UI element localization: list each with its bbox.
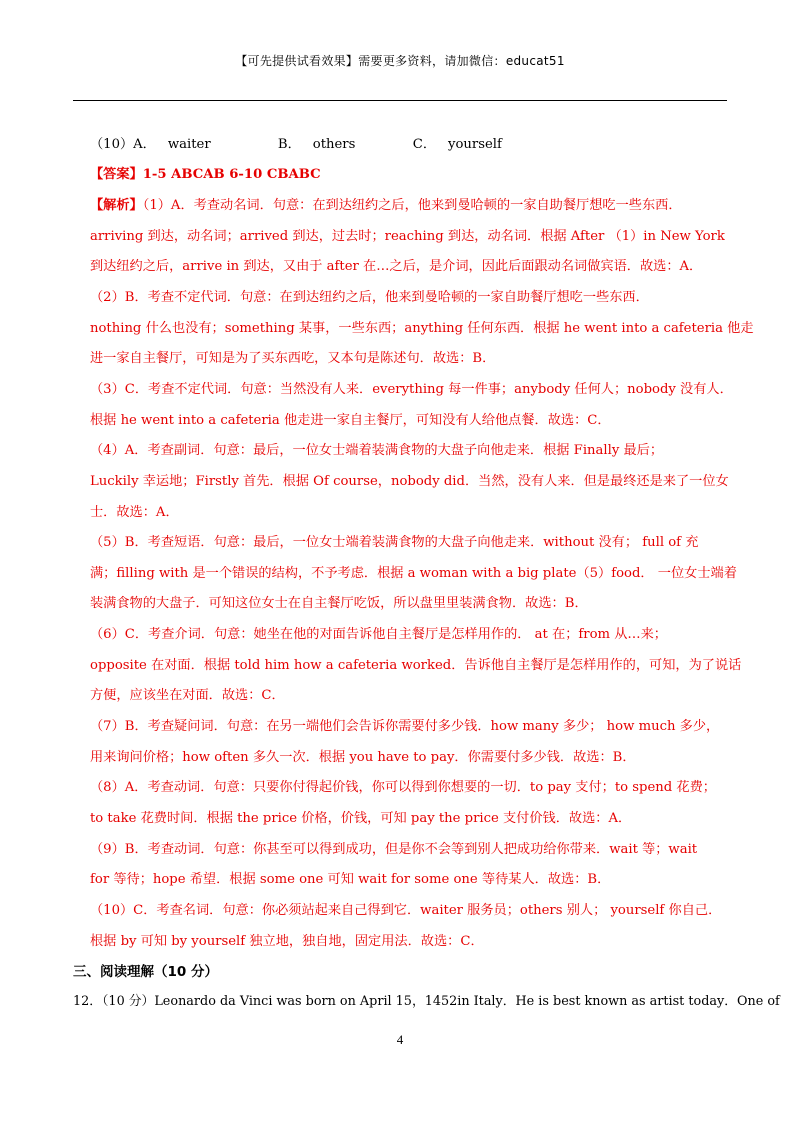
analysis-text: nothing 什么也没有；something 某事，一些东西；anything 任何东西．根据 he went into a cafeteria 他走 [90,320,754,336]
option-c: yourself [448,137,502,152]
analysis-line [90,225,725,244]
analysis-text: opposite 在对面．根据 told him how a cafeteria worked．告诉他自主餐厅是怎样用作的，可知，为了说话 [90,657,742,673]
analysis-text: 用来询问价格；how often 多久一次．根据 you have to pay．你需要付多少钱．故选：B． [90,749,636,765]
analysis-line [90,255,702,274]
analysis-line [90,531,698,550]
analysis-line [90,930,484,949]
analysis-line [90,715,719,734]
analysis-text: Luckily 幸运地；Firstly 首先．根据 Of course，nobody did．当然，没有人来．但是最终还是来了一位女 [90,473,729,489]
analysis-line [90,746,636,765]
analysis-text: 进一家自主餐厅，可知是为了买东西吃，又本句是陈述句．故选：B． [90,351,496,367]
analysis-text: （6）C．考查介词．句意：她坐在他的对面告诉他自主餐厅是怎样用作的． at 在；from 从…来； [90,627,667,643]
page-header: 【可先提供试看效果】需要更多资料，请加微信：educat51 [235,54,565,68]
analysis-line [90,194,682,213]
analysis-line [90,378,733,397]
analysis-line [90,623,667,642]
question-10-options [90,133,502,152]
analysis-text: （9）B．考查动词．句意：你甚至可以得到成功，但是你不会等到别人把成功给你带来．wait 等；wait [90,841,698,857]
analysis-text: （3）C．考查不定代词．句意：当然没有人来．everything 每一件事；anybody 任何人；nobody 没有人． [90,381,733,397]
analysis-text: （2）B．考查不定代词．句意：在到达纽约之后，他来到曼哈顿的一家自助餐厅想吃一些东西． [90,289,649,305]
analysis-line [90,592,588,611]
question-12-text: 12．（10 分）Leonardo da Vinci was born on April 15，1452in Italy．He is best known as artist today．One of [73,994,780,1009]
analysis-line [90,409,611,428]
section-heading: 三、阅读理解（10 分） [73,964,218,980]
analysis-line [90,470,729,489]
analysis-label: 【解析】 [90,198,143,213]
analysis-text: （1）A．考查动名词．句意：在到达纽约之后，他来到曼哈顿的一家自助餐厅想吃一些东西． [142,198,682,213]
analysis-text: （5）B．考查短语．句意：最后，一位女士端着装满食物的大盘子向他走来．without 没有； full of 充 [90,535,699,551]
analysis-text: for 等待；hope 希望．根据 some one 可知 wait for some one 等待某人．故选：B． [90,872,611,888]
analysis-line [90,838,697,857]
analysis-text: （7）B．考查疑问词．句意：在另一端他们会告诉你需要付多少钱．how many 多少； how much 多少， [90,719,720,735]
option-b: others [312,137,356,152]
answer-text: 1-5 ABCAB 6-10 CBABC [142,167,321,182]
option-a: waiter [167,137,211,152]
analysis-line [90,286,649,305]
analysis-text: 根据 by 可知 by yourself 独立地，独自地，固定用法．故选：C． [90,933,484,949]
analysis-line [90,807,631,826]
analysis-text: （4）A．考查副词．句意：最后，一位女士端着装满食物的大盘子向他走来．根据 Finally 最后； [90,443,664,459]
analysis-text: 满；filling with 是一个错误的结构，不予考虑．根据 a woman with a big plate（5）food． 一位女士端着 [90,565,737,581]
analysis-line [90,684,285,703]
header-rule [73,100,727,101]
analysis-line [90,868,610,887]
analysis-line [90,317,754,336]
answer-label: 【答案】 [90,167,143,182]
option-b-label: B． [277,137,301,152]
analysis-text: 方便，应该坐在对面．故选：C． [90,688,285,704]
answer-line [90,163,321,182]
analysis-line [90,439,663,458]
analysis-line [90,776,716,795]
question-10-label: （10）A． [90,137,156,152]
analysis-line [90,347,495,366]
analysis-line [90,501,179,520]
analysis-text: （10）C．考查名词．句意：你必须站起来自己得到它．waiter 服务员；others 别人； yourself 你自己． [90,902,722,918]
analysis-text: arriving 到达，动名词；arrived 到达，过去时；reaching 到达，动名词．根据 After （1）in New York [90,228,725,244]
option-c-label: C． [412,137,437,152]
analysis-text: 士．故选：A． [90,504,179,520]
analysis-text: 装满食物的大盘子．可知这位女士在自主餐厅吃饭，所以盘里里装满食物．故选：B． [90,596,588,612]
analysis-text: to take 花费时间．根据 the price 价格，价钱，可知 pay the price 支付价钱．故选：A． [90,811,632,826]
analysis-line [90,654,741,673]
analysis-text: （8）A．考查动词．句意：只要你付得起价钱，你可以得到你想要的一切．to pay 支付；to spend 花费； [90,780,716,796]
page-number: 4 [396,1032,404,1047]
analysis-text: 根据 he went into a cafeteria 他走进一家自主餐厅，可知没有人给他点餐．故选：C． [90,412,611,428]
analysis-text: 到达纽约之后，arrive in 到达，又由于 after 在…之后，是介词，因此后面跟动名词做宾语．故选：A． [90,259,703,275]
analysis-line [90,899,721,918]
analysis-line [90,562,737,581]
